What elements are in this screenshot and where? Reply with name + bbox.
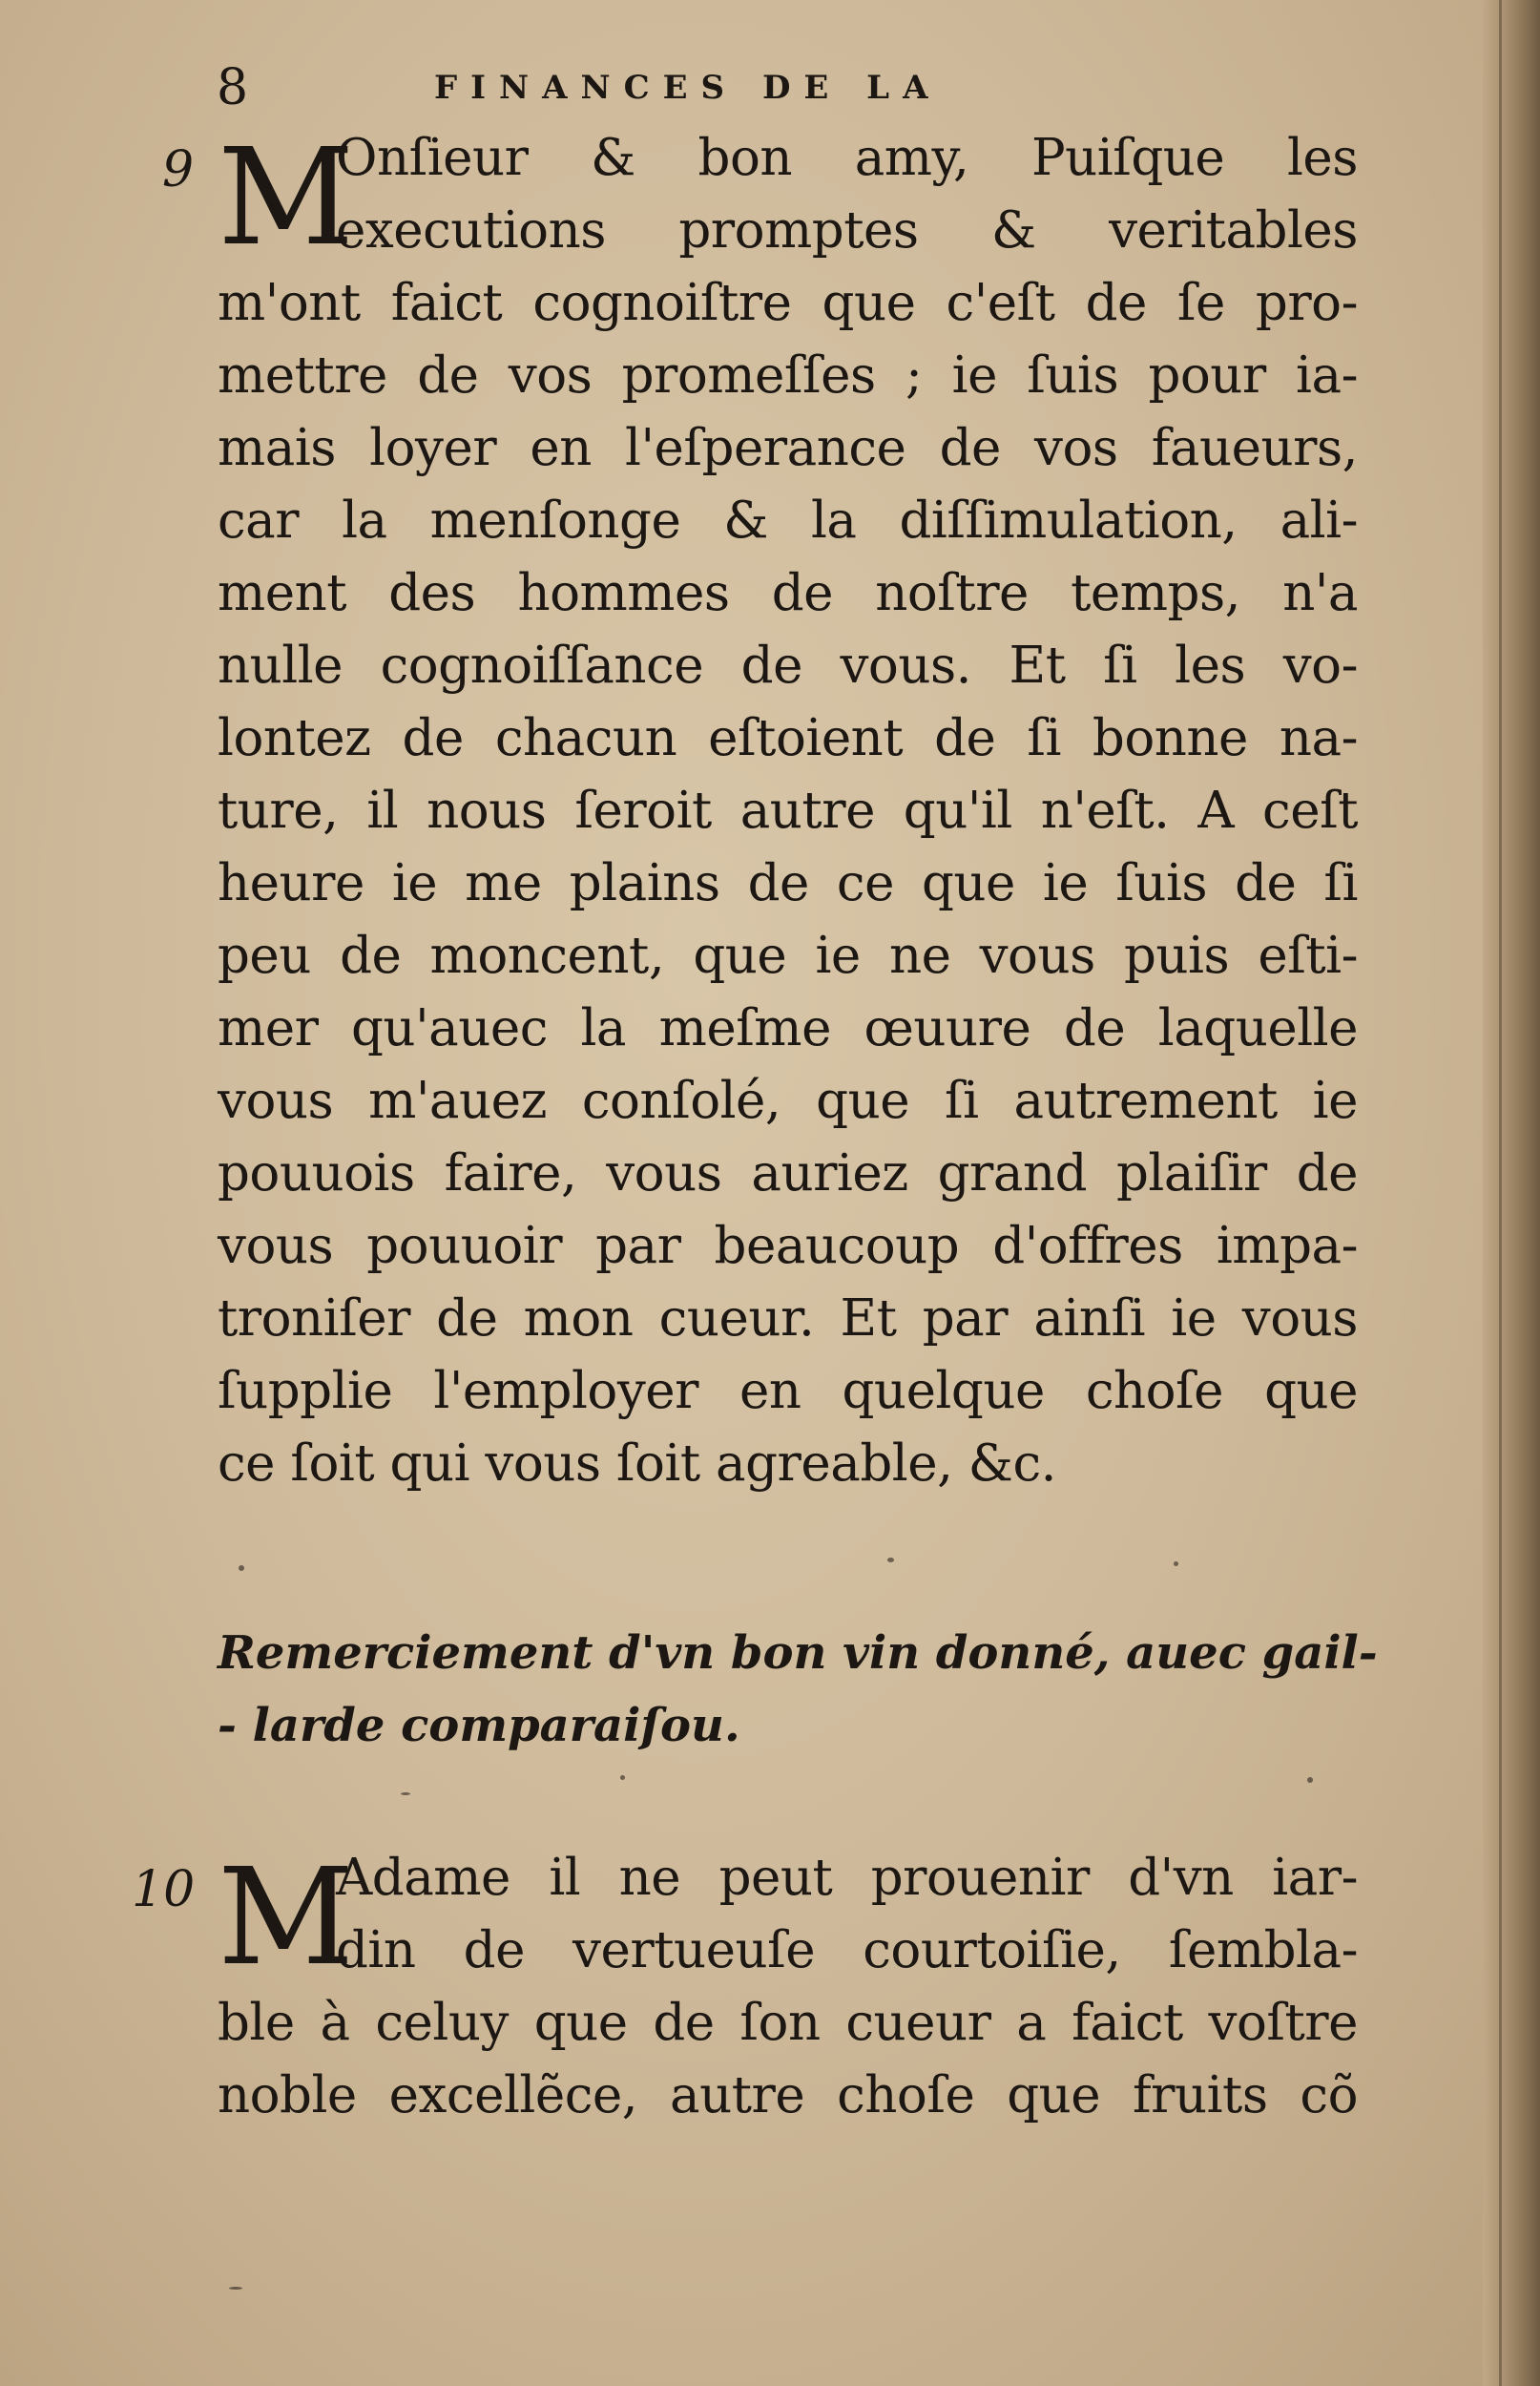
entry-9-line-6: car la menſonge & la diſſimulation, ali-: [218, 492, 1358, 550]
entry-9-line-3: m'ont faict cognoiſtre que c'eſt de ſe pro-: [218, 274, 1358, 332]
ink-speck: [401, 1792, 410, 1795]
entry-number-9: 9: [162, 141, 195, 199]
entry-9-line-18: ſupplie l'employer en quelque choſe que: [218, 1362, 1358, 1420]
page-number: 8: [217, 59, 249, 116]
page-header: [215, 59, 1169, 116]
entry-9-line-19: ce ſoit qui vous ſoit agreable, &c.: [218, 1434, 1056, 1493]
entry-9-line-5: mais loyer en l'eſperance de vos faueurs,: [218, 419, 1358, 477]
ink-speck: [239, 1565, 244, 1571]
entry-9-line-8: nulle cognoiſſance de vous. Et ſi les vo-: [218, 637, 1358, 695]
entry-9-line-9: lontez de chacun eſtoient de ſi bonne na-: [218, 709, 1358, 767]
entry-9-line-11: heure ie me plains de ce que ie ſuis de ſi: [218, 854, 1358, 912]
binding-edge: [1483, 0, 1540, 2386]
binding-line: [1499, 0, 1502, 2386]
running-head: FINANCES DE LA: [434, 69, 942, 107]
drop-cap-entry-9: M: [218, 120, 355, 276]
entry-9-line-2: executions promptes & veritables: [336, 201, 1358, 260]
entry-9-line-1: Onſieur & bon amy, Puiſque les: [336, 129, 1358, 187]
ink-speck: [620, 1775, 625, 1780]
entry-10-line-3: ble à celuy que de ſon cueur a faict voſtre: [218, 1994, 1358, 2052]
entry-9-line-14: vous m'auez conſolé, que ſi autrement ie: [218, 1072, 1358, 1130]
heading-10-line-1: Remerciement d'vn bon vin donné, auec gail-: [218, 1626, 1378, 1680]
entry-10-line-2: din de vertueuſe courtoiſie, ſembla-: [336, 1921, 1358, 1979]
entry-10-line-1: Adame il ne peut prouenir d'vn iar-: [336, 1849, 1358, 1907]
heading-10-line-2: - larde comparaiſou.: [218, 1699, 740, 1752]
entry-9-line-4: mettre de vos promeſſes ; ie ſuis pour ia-: [218, 346, 1358, 405]
entry-10-line-4: noble excellẽce, autre choſe que fruits cõ: [218, 2066, 1358, 2124]
entry-number-10: 10: [132, 1861, 196, 1918]
ink-speck: [1307, 1777, 1313, 1783]
entry-9-line-12: peu de moncent, que ie ne vous puis eſti-: [218, 927, 1358, 985]
entry-9-line-15: pouuois faire, vous auriez grand plaiſir de: [218, 1144, 1358, 1203]
ink-speck: [229, 2287, 242, 2290]
entry-9-line-7: ment des hommes de noſtre temps, n'a: [218, 564, 1358, 622]
drop-cap-entry-10: M: [218, 1840, 355, 1996]
ink-speck: [1174, 1561, 1178, 1566]
entry-9-line-16: vous pouuoir par beaucoup d'offres impa-: [218, 1217, 1358, 1275]
ink-speck: [887, 1558, 894, 1562]
entry-9-line-17: troniſer de mon cueur. Et par ainſi ie vous: [218, 1289, 1358, 1348]
entry-9-line-13: mer qu'auec la meſme œuure de laquelle: [218, 999, 1358, 1057]
entry-9-line-10: ture, il nous ſeroit autre qu'il n'eſt. A ceſt: [218, 782, 1358, 840]
